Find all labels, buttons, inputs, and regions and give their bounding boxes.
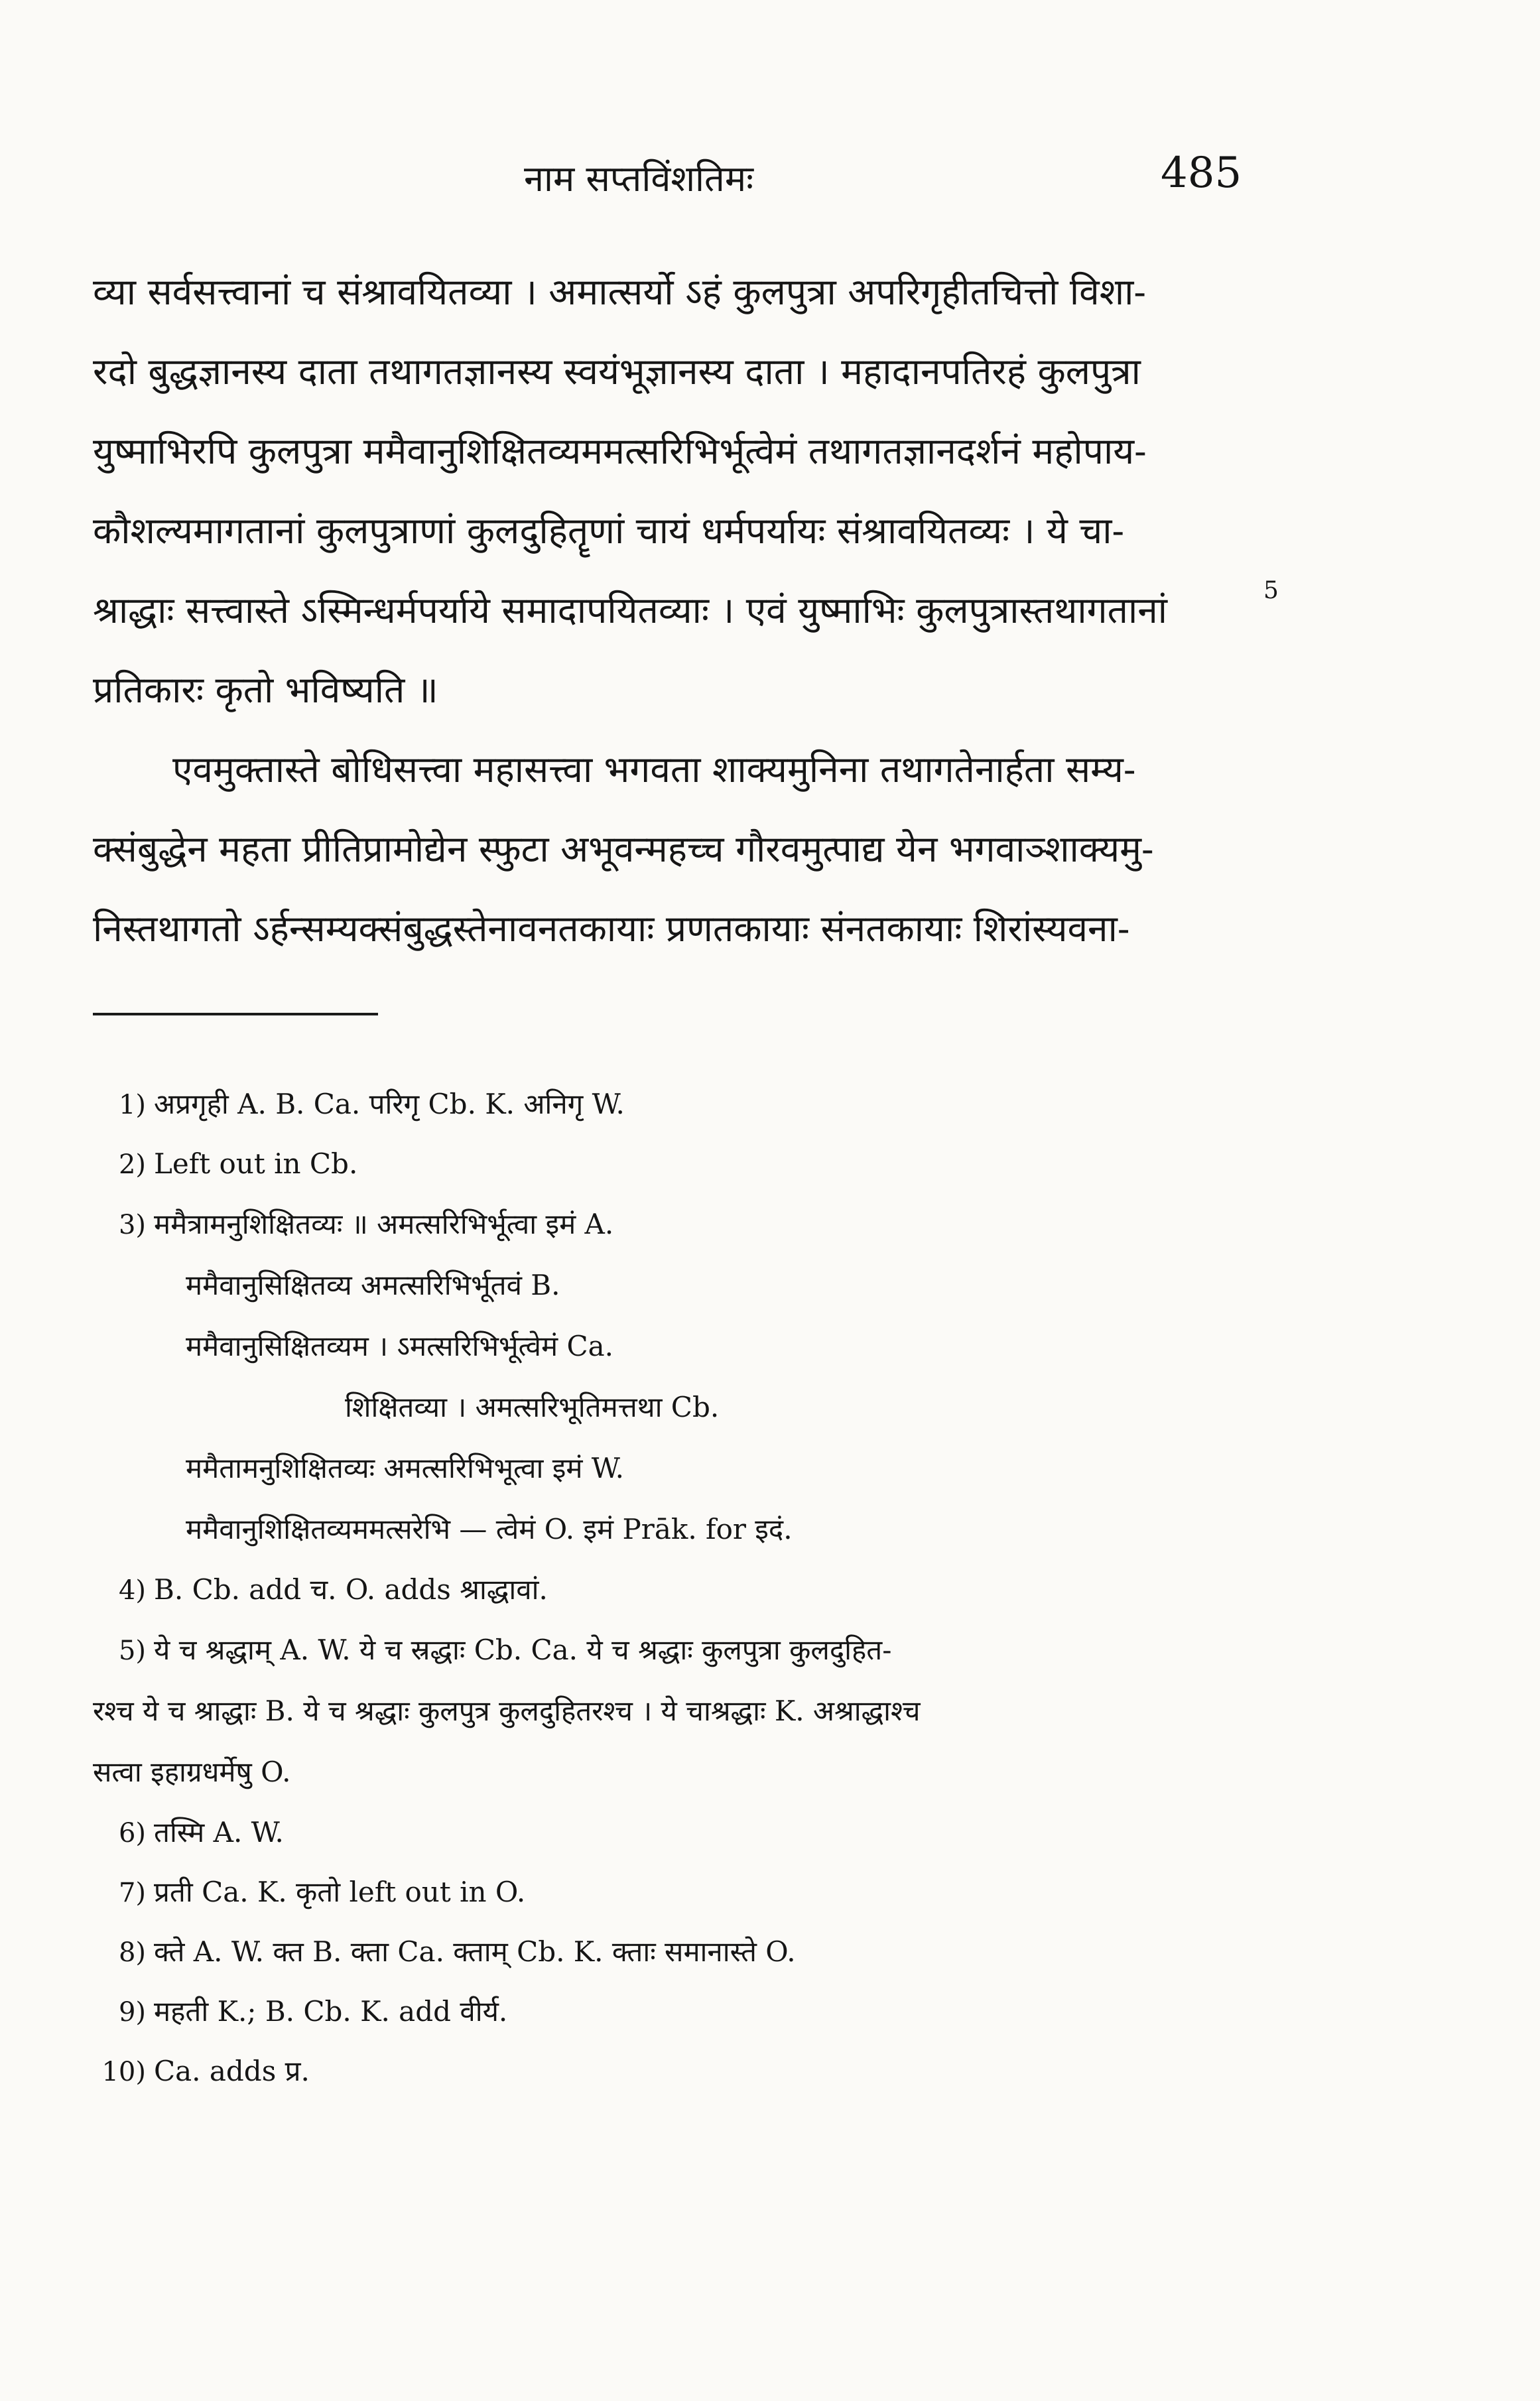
line-number-marker: 5: [1263, 577, 1279, 604]
page-header: [0, 149, 1540, 219]
footnote-7: 7) प्रती Ca. K. कृतो left out in O.: [118, 1876, 526, 1908]
text-line: रदो बुद्धज्ञानस्य दाता तथागतज्ञानस्य स्वयंभूज्ञानस्य दाता । महादानपतिरहं कुलपुत्रा: [93, 350, 1141, 393]
text-line: युष्माभिरपि कुलपुत्रा ममैवानुशिक्षितव्यममत्सरिभिर्भूत्वेमं तथागतज्ञानदर्शनं महोपाय-: [93, 430, 1147, 472]
text-line: व्या सर्वसत्त्वानां च संश्रावयितव्या । अमात्सर्यो ऽहं कुलपुत्रा अपरिगृहीतचित्तो विशा-: [93, 271, 1146, 313]
footnote-3-continuation: ममैतामनुशिक्षितव्यः अमत्सरिभिभूत्वा इमं W.: [186, 1452, 624, 1484]
footnote-8: 8) क्ते A. W. क्त B. क्ता Ca. क्ताम् Cb. K. क्ताः समानास्ते O.: [118, 1935, 796, 1968]
page-number: 485: [1161, 149, 1242, 198]
footnote-3-continuation: ममैवानुशिक्षितव्यममत्सरेभि — त्वेमं O. इमं Prāk. for इदं.: [186, 1513, 793, 1545]
main-text: [93, 252, 1260, 968]
text-line: श्राद्धाः सत्त्वास्ते ऽस्मिन्धर्मपर्याये समादापयितव्याः । एवं युष्माभिः कुलपुत्रास्तथागतानां: [93, 589, 1167, 631]
text-line: एवमुक्तास्ते बोधिसत्त्वा महासत्त्वा भगवता शाक्यमुनिना तथागतेनार्हता सम्य-: [172, 748, 1136, 791]
footnote-2: 2) Left out in Cb.: [118, 1147, 358, 1180]
footnote-5-continuation: रश्च ये च श्राद्धाः B. ये च श्रद्धाः कुलपुत्र कुलदुहितरश्च । ये चाश्रद्धाः K. अश्राद्धाश्च: [93, 1695, 921, 1727]
footnote-1: 1) अप्रगृही A. B. Ca. परिगृ Cb. K. अनिगृ W.: [118, 1088, 625, 1120]
text-line: कौशल्यमागतानां कुलपुत्राणां कुलदुहितॄणां चायं धर्मपर्यायः संश्रावयितव्यः । ये चा-: [93, 509, 1125, 552]
text-line: निस्तथागतो ऽर्हन्सम्यक्संबुद्धस्तेनावनतकायाः प्रणतकायाः संनतकायाः शिरांस्यवना-: [93, 907, 1130, 950]
footnote-3: 3) ममैत्रामनुशिक्षितव्यः ॥ अमत्सरिभिर्भूत्वा इमं A.: [118, 1208, 614, 1240]
footnote-5: 5) ये च श्रद्धाम् A. W. ये च स्रद्धाः Cb. Ca. ये च श्रद्धाः कुलपुत्रा कुलदुहित-: [118, 1634, 892, 1666]
footnote-5-continuation: सत्वा इहाग्रधर्मेषु O.: [93, 1756, 291, 1788]
footnote-divider: [93, 1013, 378, 1015]
text-line: प्रतिकारः कृतो भविष्यति ॥: [93, 669, 438, 711]
footnotes: [93, 1074, 1260, 2101]
footnote-3-continuation: शिक्षितव्या । अमत्सरिभूतिमत्तथा Cb.: [345, 1391, 720, 1423]
footnote-10: 10) Ca. adds प्र.: [101, 2055, 310, 2087]
footnote-4: 4) B. Cb. add च. O. adds श्राद्धावां.: [118, 1573, 548, 1606]
footnote-3-continuation: ममैवानुसिक्षितव्यम । ऽमत्सरिभिर्भूत्वेमं Ca.: [186, 1330, 614, 1362]
footnote-3-continuation: ममैवानुसिक्षितव्य अमत्सरिभिर्भूतवं B.: [186, 1269, 560, 1301]
text-line: क्संबुद्धेन महता प्रीतिप्रामोद्येन स्फुटा अभूवन्महच्च गौरवमुत्पाद्य येन भगवाञ्शाक्यमु-: [93, 828, 1154, 870]
running-title: नाम सप्तविंशतिमः: [524, 158, 754, 200]
footnote-6: 6) तस्मि A. W.: [118, 1816, 284, 1849]
footnote-9: 9) महती K.; B. Cb. K. add वीर्य.: [118, 1995, 508, 2028]
